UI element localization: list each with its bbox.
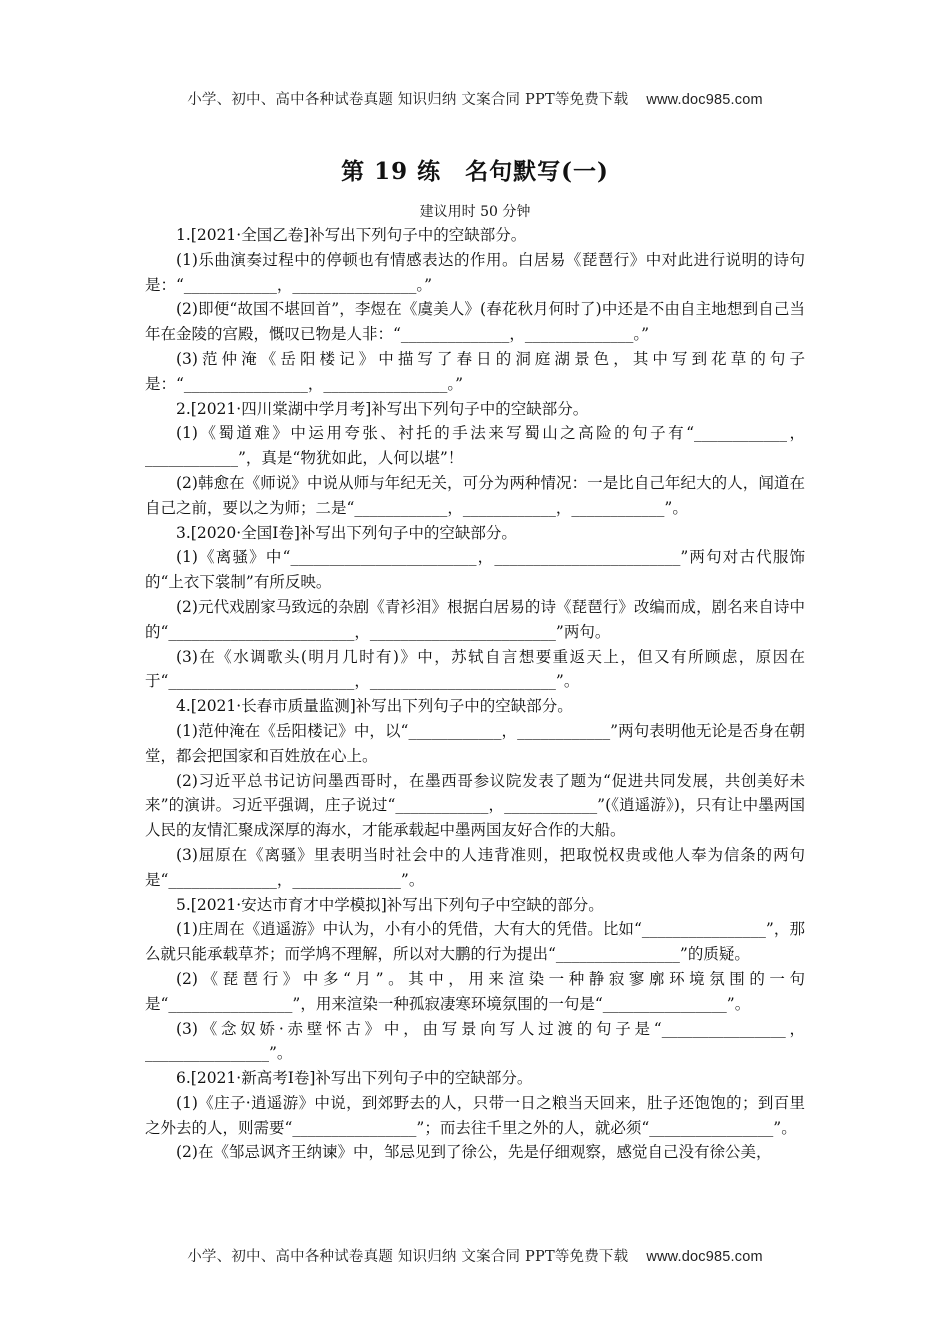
page-subtitle: 建议用时 50 分钟 bbox=[419, 204, 531, 220]
question-item: (3)在《水调歌头(明月几时有)》中，苏轼自言想要重返天上，但又有所顾虑，原因在于“________________________，________________________”。 bbox=[145, 647, 805, 691]
question-heading-5: 5.[2021·安达市育才中学模拟]补写出下列句子中空缺的部分。 bbox=[176, 895, 604, 914]
question-item: (3)《念奴娇·赤壁怀古》中，由写景向写人过渡的句子是“________________，________________”。 bbox=[145, 1019, 805, 1063]
question-item: (1)《离骚》中“________________________，________________________”两句对古代服饰的“上衣下裳制”有所反映。 bbox=[145, 548, 805, 592]
question-heading-2: 2.[2021·四川棠湖中学月考]补写出下列句子中的空缺部分。 bbox=[176, 399, 589, 418]
question-item: (1)《庄子·逍遥游》中说，到郊野去的人，只带一日之粮当天回来，肚子还饱饱的；到百里之外去的人，则需要“________________”；而去往千里之外的人，就必须“________________”。 bbox=[145, 1093, 805, 1137]
question-heading-3: 3.[2020·全国Ⅰ卷]补写出下列句子中的空缺部分。 bbox=[176, 523, 517, 542]
question-item: (3)范仲淹《岳阳楼记》中描写了春日的洞庭湖景色，其中写到花草的句子是：“________________，________________。” bbox=[145, 349, 805, 393]
footer-site-link[interactable]: www.doc985.com bbox=[646, 1249, 763, 1265]
question-heading-1: 1.[2021·全国乙卷]补写出下列句子中的空缺部分。 bbox=[176, 226, 527, 244]
question-item: (2)元代戏剧家马致远的杂剧《青衫泪》根据白居易的诗《琵琶行》改编而成，剧名来自诗中的“________________________，________________________”两句。 bbox=[145, 597, 805, 641]
page-header bbox=[0, 88, 950, 109]
footer-text: 小学、初中、高中各种试卷真题 知识归纳 文案合同 PPT等免费下载 bbox=[187, 1249, 629, 1265]
page-title: 第 19 练 名句默写(一) bbox=[341, 158, 609, 185]
question-body bbox=[145, 223, 805, 1165]
header-text: 小学、初中、高中各种试卷真题 知识归纳 文案合同 PPT等免费下载 bbox=[187, 92, 629, 108]
question-item: (2)韩愈在《师说》中说从师与年纪无关，可分为两种情况：一是比自己年纪大的人，闻道在自己之前，要以之为师；二是“____________，____________，____________”。 bbox=[145, 473, 805, 517]
page-footer bbox=[0, 1245, 950, 1266]
question-item: (1)《蜀道难》中运用夸张、衬托的手法来写蜀山之高险的句子有“____________，____________”，真是“物犹如此，人何以堪”！ bbox=[145, 424, 805, 468]
header-site-link[interactable]: www.doc985.com bbox=[646, 92, 763, 108]
question-item: (3)屈原在《离骚》里表明当时社会中的人违背准则，把取悦权贵或他人奉为信条的两句是“______________，______________”。 bbox=[145, 845, 805, 889]
question-item: (1)乐曲演奏过程中的停顿也有情感表达的作用。白居易《琵琶行》中对此进行说明的诗句是：“____________，________________。” bbox=[145, 250, 805, 294]
question-heading-4: 4.[2021·长春市质量监测]补写出下列句子中的空缺部分。 bbox=[176, 697, 573, 716]
question-item: (2)习近平总书记访问墨西哥时，在墨西哥参议院发表了题为“促进共同发展，共创美好未来”的演讲。习近平强调，庄子说过“____________，____________”(《逍遥游》)，只有让中墨两国人民的友情汇聚成深厚的海水，才能承载起中墨两国友好合作的大船。 bbox=[145, 771, 805, 840]
question-item: (1)范仲淹在《岳阳楼记》中，以“____________，____________”两句表明他无论是否身在朝堂，都会把国家和百姓放在心上。 bbox=[145, 721, 805, 765]
question-item: (2)《琵琶行》中多“月”。其中，用来渲染一种静寂寥廓环境氛围的一句是“________________”，用来渲染一种孤寂凄寒环境氛围的一句是“________________”。 bbox=[145, 969, 805, 1013]
question-heading-6: 6.[2021·新高考Ⅰ卷]补写出下列句子中的空缺部分。 bbox=[176, 1069, 533, 1088]
question-item: (2)即便“故国不堪回首”，李煜在《虞美人》(春花秋月何时了)中还是不由自主地想到自己当年在金陵的宫殿，慨叹已物是人非：“______________，______________。” bbox=[145, 300, 805, 344]
question-item: (2)在《邹忌讽齐王纳谏》中，邹忌见到了徐公，先是仔细观察，感觉自己没有徐公美， bbox=[176, 1143, 772, 1162]
question-item: (1)庄周在《逍遥游》中认为，小有小的凭借，大有大的凭借。比如“________________”，那么就只能承载草芥；而学鸠不理解，所以对大鹏的行为提出“________________”的质疑。 bbox=[145, 920, 805, 964]
